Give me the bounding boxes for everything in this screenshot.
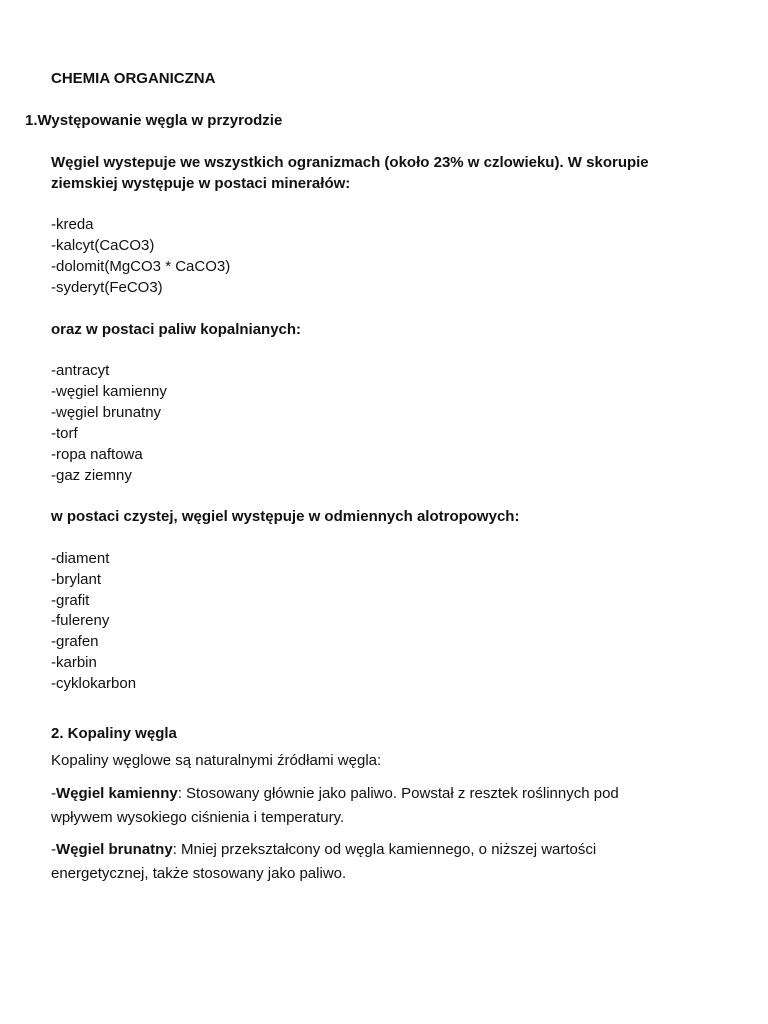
section2-heading: 2. Kopaliny węgla: [51, 725, 177, 742]
coal-item-1-line1: [51, 784, 619, 804]
term-hard-coal: Węgiel kamienny: [56, 785, 178, 802]
fuels-heading: oraz w postaci paliw kopalnianych:: [51, 321, 302, 338]
list-item: -dolomit(MgCO3 * CaCO3): [51, 258, 231, 275]
list-item: -węgiel kamienny: [51, 383, 167, 400]
list-item: -antracyt: [51, 362, 110, 379]
list-item: -fulereny: [51, 612, 110, 629]
coal-item-2-line2: energetycznej, także stosowany jako paliwo.: [51, 865, 347, 882]
document-title: CHEMIA ORGANICZNA: [51, 70, 216, 87]
list-item: -węgiel brunatny: [51, 404, 162, 421]
list-item: -gaz ziemny: [51, 467, 132, 484]
dash: -: [51, 785, 56, 802]
list-item: -diament: [51, 550, 110, 567]
list-item: -kalcyt(CaCO3): [51, 237, 155, 254]
allotropes-heading: w postaci czystej, węgiel występuje w odmiennych alotropowych:: [51, 508, 520, 525]
list-item: -ropa naftowa: [51, 446, 143, 463]
list-item: -kreda: [51, 216, 94, 233]
coal-item-1-text: : Stosowany głównie jako paliwo. Powstał z resztek roślinnych pod: [177, 785, 619, 802]
list-item: -brylant: [51, 571, 102, 588]
list-item: -syderyt(FeCO3): [51, 279, 163, 296]
coal-item-2-line1: [51, 840, 596, 860]
dash: -: [51, 841, 56, 858]
list-item: -grafit: [51, 592, 90, 609]
section1-intro-line2: ziemskiej występuje w postaci minerałów:: [51, 175, 351, 192]
list-item: -grafen: [51, 633, 99, 650]
coal-item-1-line2: wpływem wysokiego ciśnienia i temperatury.: [51, 809, 345, 826]
coal-item-2-text: : Mniej przekształcony od węgla kamiennego, o niższej wartości: [172, 841, 597, 858]
term-brown-coal: Węgiel brunatny: [56, 841, 173, 858]
section2-intro: Kopaliny węglowe są naturalnymi źródłami węgla:: [51, 752, 382, 769]
list-item: -cyklokarbon: [51, 675, 137, 692]
section1-heading: 1.Występowanie węgla w przyrodzie: [25, 112, 283, 129]
list-item: -torf: [51, 425, 78, 442]
list-item: -karbin: [51, 654, 97, 671]
section1-intro-line1: Węgiel wystepuje we wszystkich ogranizmach (około 23% w czlowieku). W skorupie: [51, 154, 649, 171]
